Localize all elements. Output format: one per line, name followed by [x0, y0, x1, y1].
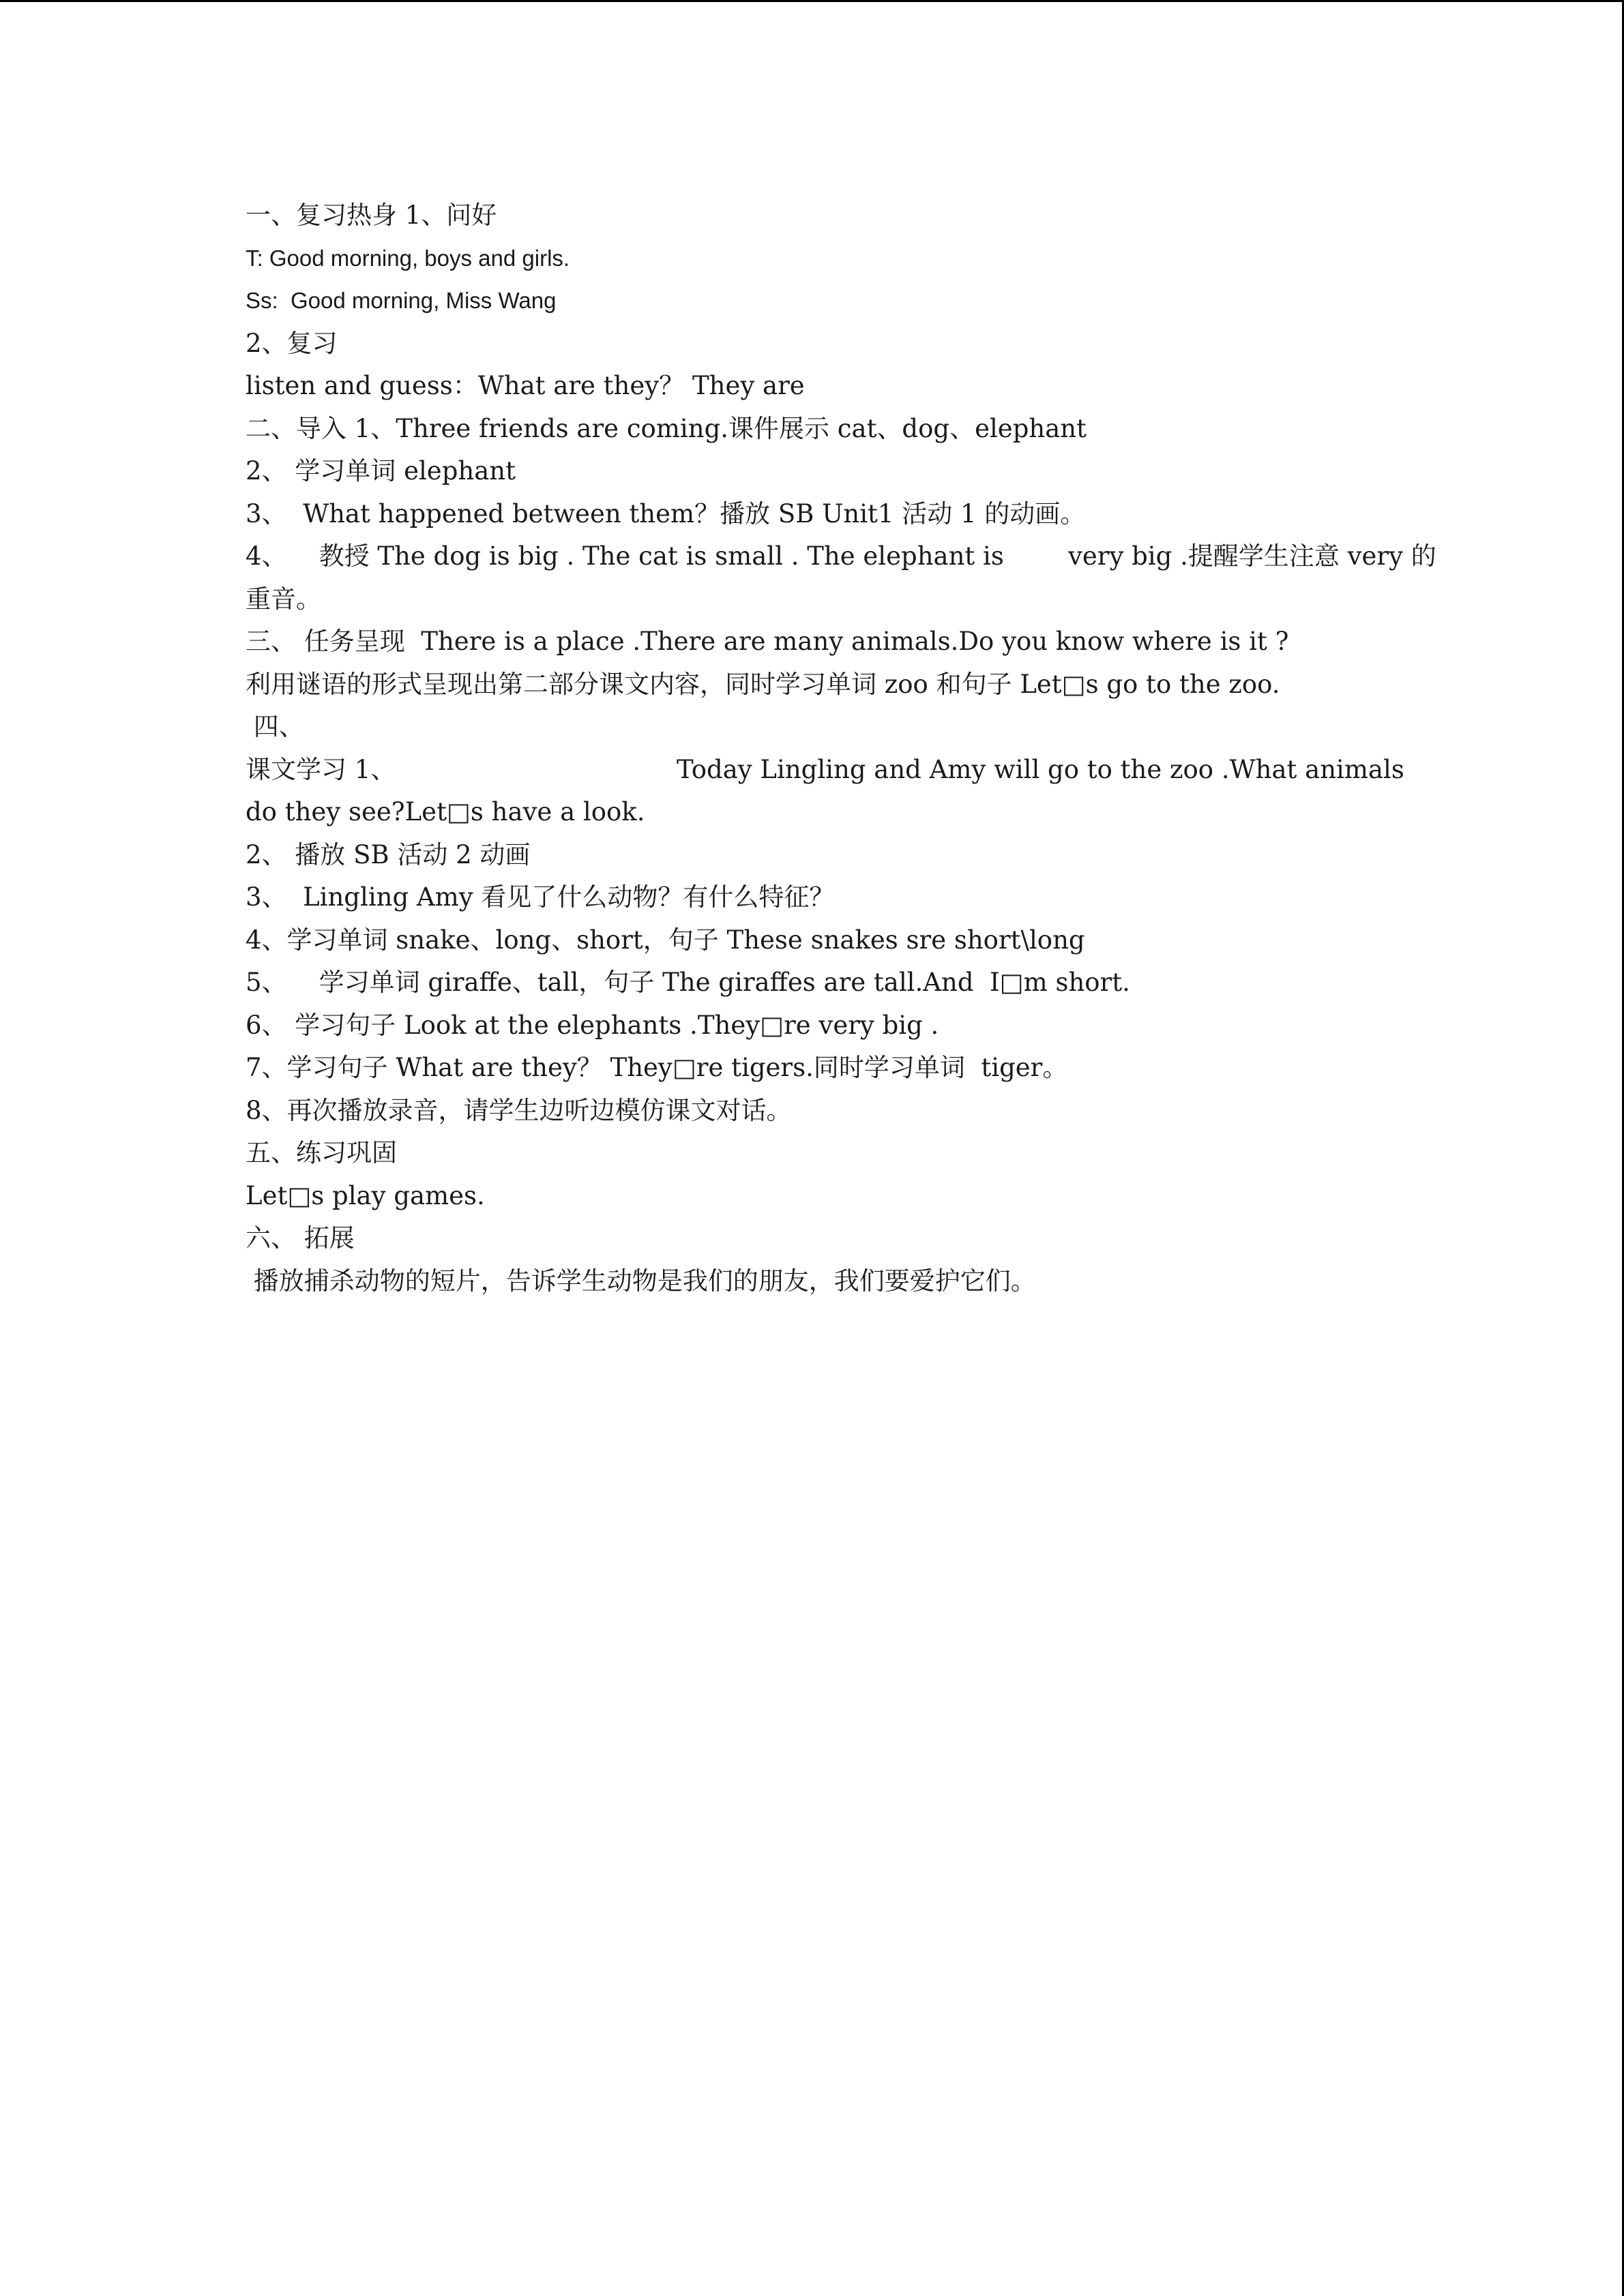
section-heading-introduction: 二、导入 1、Three friends are coming.课件展示 cat、dog、elephant: [246, 413, 1087, 443]
section-heading-extension: 六、 拓展: [246, 1223, 355, 1253]
dialogue-teacher-line: T: Good morning, boys and girls.: [246, 245, 570, 271]
practice-games-line: Let□s play games.: [246, 1180, 485, 1210]
text-study-line-continued: do they see?Let□s have a look.: [246, 797, 645, 826]
section-heading-task: 三、 任务呈现 There is a place .There are many animals.Do you know where is it ?: [246, 627, 1289, 656]
listen-and-guess-line: listen and guess：What are they？ They are: [246, 371, 805, 400]
step-learn-giraffe: 5、 学习单词 giraffe、tall，句子 The giraffes are tall.And I□m short.: [246, 968, 1130, 997]
page-top-border: [0, 0, 1624, 2]
section-heading-practice: 五、练习巩固: [246, 1138, 397, 1167]
step-play-animation: 3、 What happened between them？播放 SB Unit1 活动 1 的动画。: [246, 498, 1086, 528]
extension-line: 播放捕杀动物的短片，告诉学生动物是我们的朋友，我们要爱护它们。: [246, 1266, 1036, 1296]
text-study-line: 课文学习 1、 Today Lingling and Amy will go to the zoo .What animals: [246, 754, 1404, 784]
step-question-animals: 3、 Lingling Amy 看见了什么动物？有什么特征？: [246, 882, 835, 912]
section-heading-review: 一、复习热身 1、问好: [246, 200, 497, 230]
step-teach-sentences: 4、 教授 The dog is big . The cat is small . The elephant is very big .提醒学生注意 very 的: [246, 541, 1436, 571]
step-teach-sentences-continued: 重音。: [246, 584, 321, 614]
section-heading-four: 四、: [246, 712, 304, 741]
step-learn-snake: 4、学习单词 snake、long、short，句子 These snakes sre short\long: [246, 925, 1085, 955]
step-review: 2、复习: [246, 328, 338, 358]
step-play-activity-2: 2、 播放 SB 活动 2 动画: [246, 839, 531, 869]
step-replay-recording: 8、再次播放录音，请学生边听边模仿课文对话。: [246, 1095, 792, 1125]
step-learn-tigers: 7、学习句子 What are they？ They□re tigers.同时学习单词 tiger。: [246, 1053, 1068, 1082]
document-body: [246, 194, 1436, 1302]
step-learn-elephant: 2、 学习单词 elephant: [246, 456, 516, 486]
step-learn-elephants-sentence: 6、 学习句子 Look at the elephants .They□re very big .: [246, 1010, 939, 1040]
task-riddle-line: 利用谜语的形式呈现出第二部分课文内容，同时学习单词 zoo 和句子 Let□s go to the zoo.: [246, 669, 1280, 699]
dialogue-students-line: Ss: Good morning, Miss Wang: [246, 288, 557, 313]
